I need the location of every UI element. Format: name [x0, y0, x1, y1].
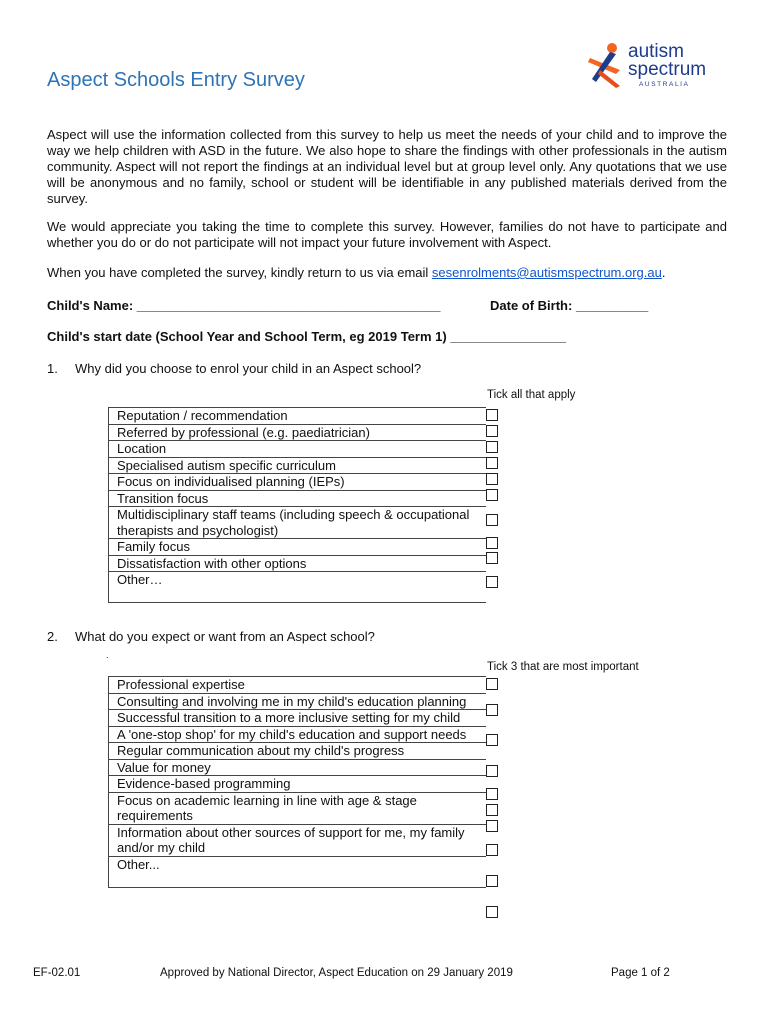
- option-label: Other…: [109, 572, 487, 603]
- q1-options-table: [108, 407, 486, 603]
- option-label: Regular communication about my child's progress: [109, 743, 487, 760]
- q1-checkbox-other[interactable]: [486, 576, 498, 588]
- table-row: [109, 759, 487, 776]
- option-label: Focus on academic learning in line with age & stage requirements: [109, 792, 487, 824]
- table-row: [109, 856, 487, 887]
- table-row: [109, 490, 487, 507]
- q1-checkbox-ieps[interactable]: [486, 473, 498, 485]
- option-label: A 'one-stop shop' for my child's education and support needs: [109, 726, 487, 743]
- q1-instruction: Tick all that apply: [487, 389, 576, 401]
- option-label: Information about other sources of support for me, my family and/or my child: [109, 824, 487, 856]
- question-2: 2. What do you expect or want from an Aspect school?: [47, 629, 375, 644]
- form-code: EF-02.01: [33, 967, 81, 979]
- table-row: [109, 743, 487, 760]
- option-label: Professional expertise: [109, 677, 487, 694]
- q1-checkbox-referred[interactable]: [486, 425, 498, 437]
- option-label: Consulting and involving me in my child's education planning: [109, 693, 487, 710]
- option-label: Value for money: [109, 759, 487, 776]
- table-row: [109, 792, 487, 824]
- intro-paragraph-2: We would appreciate you taking the time to complete this survey. However, families do not have to participate and whether you do or do not participate will not impact your future involvement with Aspect.: [47, 219, 727, 250]
- autism-spectrum-logo: [586, 40, 726, 96]
- q2-checkbox-other[interactable]: [486, 906, 498, 918]
- q2-checkbox-consulting[interactable]: [486, 704, 498, 716]
- table-row: [109, 408, 487, 425]
- q1-checkbox-family[interactable]: [486, 537, 498, 549]
- q1-checkbox-location[interactable]: [486, 441, 498, 453]
- q1-checkbox-multidisciplinary[interactable]: [486, 514, 498, 526]
- option-label: Referred by professional (e.g. paediatrician): [109, 424, 487, 441]
- q2-checkbox-academic[interactable]: [486, 844, 498, 856]
- option-label: Focus on individualised planning (IEPs): [109, 474, 487, 491]
- q2-checkbox-one-stop-shop[interactable]: [486, 765, 498, 777]
- option-label: Evidence-based programming: [109, 776, 487, 793]
- q1-checkbox-reputation[interactable]: [486, 409, 498, 421]
- logo-line2: spectrum: [628, 59, 707, 80]
- stray-dot: .: [106, 650, 109, 660]
- option-label: Transition focus: [109, 490, 487, 507]
- table-row: [109, 474, 487, 491]
- table-row: [109, 507, 487, 539]
- option-label: Other...: [109, 856, 487, 887]
- logo-figure-icon: [586, 42, 626, 90]
- intro-paragraph-3: When you have completed the survey, kindly return to us via email sesenrolments@autismspectrum.org.au.: [47, 265, 666, 280]
- q2-checkbox-expertise[interactable]: [486, 678, 498, 690]
- page-number: Page 1 of 2: [611, 967, 670, 979]
- logo-line3: AUSTRALIA: [639, 81, 690, 88]
- table-row: [109, 424, 487, 441]
- table-row: [109, 539, 487, 556]
- option-label: Dissatisfaction with other options: [109, 555, 487, 572]
- option-label: Family focus: [109, 539, 487, 556]
- option-label: Specialised autism specific curriculum: [109, 457, 487, 474]
- table-row: [109, 572, 487, 603]
- option-label: Multidisciplinary staff teams (including speech & occupational therapists and psychologist): [109, 507, 487, 539]
- q1-checkbox-curriculum[interactable]: [486, 457, 498, 469]
- table-row: [109, 441, 487, 458]
- q2-checkbox-evidence[interactable]: [486, 820, 498, 832]
- table-row: [109, 726, 487, 743]
- option-label: Reputation / recommendation: [109, 408, 487, 425]
- date-of-birth-field[interactable]: Date of Birth: __________: [490, 298, 649, 313]
- start-date-field[interactable]: Child's start date (School Year and School Term, eg 2019 Term 1) ________________: [47, 329, 567, 344]
- intro-paragraph-1: Aspect will use the information collected from this survey to help us meet the needs of your child and to improve the way we help children with ASD in the future. We also hope to share the findings with other professionals in the autism community. Aspect will not report the findings at an individual level but at group level only. Any quotations that we use will be anonymous and no family, school or student will be identifiable in any published materials derived from the survey.: [47, 127, 727, 206]
- approval-note: Approved by National Director, Aspect Education on 29 January 2019: [160, 967, 513, 979]
- table-row: [109, 710, 487, 727]
- page-title: Aspect Schools Entry Survey: [47, 69, 305, 91]
- q1-checkbox-dissatisfaction[interactable]: [486, 552, 498, 564]
- table-row: [109, 824, 487, 856]
- table-row: [109, 677, 487, 694]
- table-row: [109, 457, 487, 474]
- option-label: Location: [109, 441, 487, 458]
- q2-checkbox-communication[interactable]: [486, 788, 498, 800]
- table-row: [109, 693, 487, 710]
- q2-checkbox-support-info[interactable]: [486, 875, 498, 887]
- childs-name-field[interactable]: Child's Name: __________________________________________: [47, 298, 441, 313]
- table-row: [109, 555, 487, 572]
- option-label: Successful transition to a more inclusive setting for my child: [109, 710, 487, 727]
- q1-checkbox-transition[interactable]: [486, 489, 498, 501]
- email-link[interactable]: sesenrolments@autismspectrum.org.au: [431, 265, 662, 280]
- q2-options-table: [108, 676, 486, 888]
- q2-checkbox-value[interactable]: [486, 804, 498, 816]
- question-1: 1. Why did you choose to enrol your child in an Aspect school?: [47, 361, 422, 376]
- logo-line1: autism: [628, 41, 684, 62]
- q2-checkbox-transition[interactable]: [486, 734, 498, 746]
- table-row: [109, 776, 487, 793]
- q2-instruction: Tick 3 that are most important: [487, 661, 639, 673]
